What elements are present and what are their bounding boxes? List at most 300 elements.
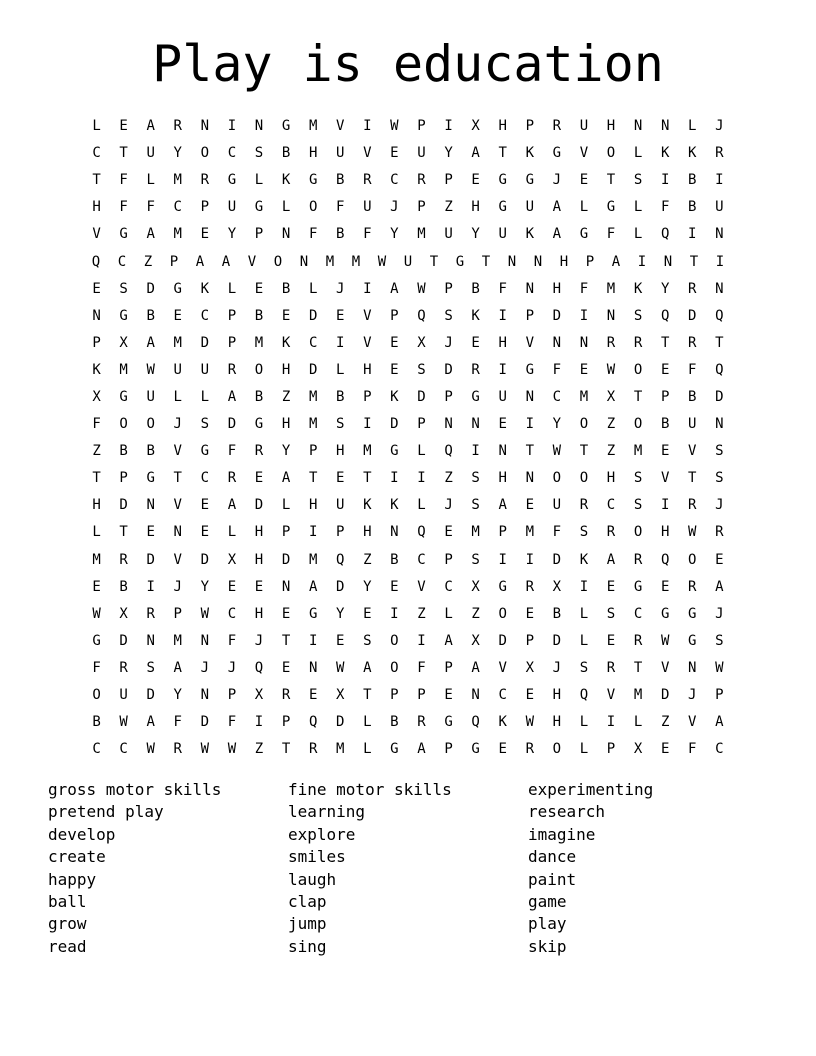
grid-letter: N xyxy=(390,524,399,541)
grid-letter: O xyxy=(119,416,128,433)
grid-letter: F xyxy=(336,199,345,216)
grid-letter: V xyxy=(173,551,182,568)
grid-letter: P xyxy=(525,307,534,324)
grid-letter: R xyxy=(633,551,643,568)
grid-letter: T xyxy=(119,145,128,162)
grid-letter: E xyxy=(92,280,101,297)
grid-letter: A xyxy=(221,253,231,270)
grid-letter: F xyxy=(688,361,697,378)
grid-row xyxy=(83,519,733,546)
grid-letter: M xyxy=(173,334,182,351)
grid-letter: A xyxy=(715,578,724,595)
grid-letter: I xyxy=(363,416,372,433)
grid-letter: E xyxy=(525,687,534,704)
grid-letter: I xyxy=(308,632,318,649)
grid-letter: S xyxy=(146,659,155,676)
grid-letter: K xyxy=(525,226,534,243)
grid-letter: Q xyxy=(660,226,670,243)
grid-letter: R xyxy=(633,334,643,351)
grid-letter: H xyxy=(363,361,372,378)
grid-letter: A xyxy=(195,253,205,270)
grid-letter: P xyxy=(227,687,237,704)
grid-letter: U xyxy=(688,416,697,433)
grid-letter: P xyxy=(119,470,128,487)
grid-letter: P xyxy=(417,118,426,135)
grid-letter: T xyxy=(119,524,128,541)
grid-letter: A xyxy=(227,497,237,514)
grid-letter: A xyxy=(146,714,155,731)
grid-letter: W xyxy=(552,443,562,460)
grid-letter: L xyxy=(92,118,101,135)
grid-letter: J xyxy=(715,118,724,135)
grid-letter: I xyxy=(417,632,426,649)
grid-letter: Q xyxy=(660,307,670,324)
grid-letter: A xyxy=(715,714,724,731)
grid-letter: F xyxy=(92,659,101,676)
grid-letter: B xyxy=(254,388,264,405)
grid-letter: M xyxy=(579,388,589,405)
grid-letter: Z xyxy=(363,551,372,568)
grid-letter: H xyxy=(552,714,562,731)
grid-letter: K xyxy=(471,307,480,324)
grid-letter: D xyxy=(336,578,345,595)
grid-letter: O xyxy=(390,659,399,676)
grid-letter: B xyxy=(146,443,155,460)
grid-letter: U xyxy=(498,388,507,405)
grid-letter: G xyxy=(471,741,480,758)
grid-letter: G xyxy=(455,253,465,270)
grid-letter: V xyxy=(363,307,372,324)
grid-letter: F xyxy=(173,714,182,731)
grid-letter: H xyxy=(498,470,507,487)
grid-row xyxy=(83,411,733,438)
grid-letter: Z xyxy=(417,605,426,622)
grid-letter: J xyxy=(200,659,210,676)
grid-letter: L xyxy=(579,199,589,216)
grid-letter: W xyxy=(525,714,534,731)
grid-letter: J xyxy=(173,578,182,595)
grid-letter: A xyxy=(611,253,621,270)
grid-letter: N xyxy=(173,524,182,541)
grid-letter: V xyxy=(247,253,257,270)
grid-letter: U xyxy=(227,199,237,216)
grid-letter: B xyxy=(688,388,697,405)
grid-letter: U xyxy=(336,497,345,514)
grid-letter: R xyxy=(715,524,724,541)
grid-letter: A xyxy=(146,334,155,351)
grid-row xyxy=(83,601,733,628)
grid-letter: A xyxy=(227,388,237,405)
grid-letter: D xyxy=(390,416,399,433)
grid-letter: F xyxy=(92,416,101,433)
grid-letter: N xyxy=(299,253,309,270)
grid-letter: C xyxy=(117,253,127,270)
grid-letter: C xyxy=(715,741,724,758)
grid-letter: T xyxy=(660,334,670,351)
word-item: ball xyxy=(48,892,87,912)
grid-row xyxy=(83,330,733,357)
grid-letter: T xyxy=(92,172,101,189)
grid-letter: D xyxy=(146,280,155,297)
grid-letter: E xyxy=(525,605,534,622)
grid-letter: P xyxy=(390,687,399,704)
grid-letter: I xyxy=(637,253,647,270)
grid-letter: T xyxy=(633,388,643,405)
grid-letter: L xyxy=(633,145,643,162)
grid-letter: D xyxy=(498,632,507,649)
grid-row xyxy=(83,655,733,682)
word-item: smiles xyxy=(288,847,346,867)
grid-letter: N xyxy=(660,118,670,135)
word-column xyxy=(48,779,288,958)
grid-letter: P xyxy=(606,741,616,758)
grid-letter: E xyxy=(92,578,101,595)
grid-letter: U xyxy=(417,145,426,162)
grid-letter: M xyxy=(308,416,318,433)
grid-letter: E xyxy=(579,172,589,189)
grid-letter: G xyxy=(688,632,697,649)
word-item: play xyxy=(528,914,567,934)
grid-letter: N xyxy=(525,280,534,297)
grid-letter: C xyxy=(444,578,453,595)
grid-letter: I xyxy=(688,226,697,243)
grid-letter: X xyxy=(227,551,237,568)
grid-letter: X xyxy=(606,388,616,405)
grid-letter: N xyxy=(663,253,673,270)
grid-letter: O xyxy=(688,551,697,568)
grid-letter: N xyxy=(146,497,155,514)
grid-row xyxy=(83,736,733,763)
grid-letter: N xyxy=(688,659,697,676)
grid-letter: R xyxy=(363,172,372,189)
grid-letter: X xyxy=(525,659,534,676)
grid-letter: B xyxy=(390,714,399,731)
grid-letter: D xyxy=(119,497,128,514)
grid-letter: Q xyxy=(444,443,453,460)
grid-letter: P xyxy=(660,388,670,405)
grid-letter: G xyxy=(660,605,670,622)
grid-letter: F xyxy=(688,741,697,758)
grid-letter: P xyxy=(417,199,426,216)
grid-letter: R xyxy=(417,714,426,731)
grid-letter: L xyxy=(633,714,643,731)
grid-letter: V xyxy=(363,334,372,351)
grid-letter: J xyxy=(715,605,724,622)
grid-letter: L xyxy=(633,199,643,216)
grid-letter: U xyxy=(146,388,155,405)
grid-letter: P xyxy=(169,253,179,270)
grid-letter: X xyxy=(552,578,562,595)
grid-letter: T xyxy=(308,470,318,487)
grid-letter: G xyxy=(390,443,399,460)
page-title: Play is education xyxy=(152,35,664,93)
grid-letter: N xyxy=(498,443,507,460)
grid-letter: G xyxy=(444,714,453,731)
grid-letter: K xyxy=(633,280,643,297)
grid-letter: C xyxy=(200,470,210,487)
grid-letter: R xyxy=(525,741,534,758)
grid-letter: P xyxy=(281,714,291,731)
grid-letter: P xyxy=(444,741,453,758)
grid-letter: Y xyxy=(200,578,210,595)
grid-letter: W xyxy=(119,714,128,731)
word-item: skip xyxy=(528,936,567,956)
grid-letter: L xyxy=(200,388,210,405)
grid-letter: J xyxy=(254,632,264,649)
grid-letter: E xyxy=(471,334,480,351)
grid-letter: S xyxy=(200,416,210,433)
grid-letter: E xyxy=(363,605,372,622)
grid-letter: R xyxy=(119,551,128,568)
grid-letter: A xyxy=(552,226,562,243)
grid-letter: O xyxy=(92,687,101,704)
grid-letter: L xyxy=(281,497,291,514)
grid-letter: Z xyxy=(444,470,453,487)
grid-letter: B xyxy=(688,172,697,189)
word-item: paint xyxy=(528,869,577,889)
grid-letter: L xyxy=(579,632,589,649)
grid-letter: D xyxy=(308,361,318,378)
grid-letter: M xyxy=(336,741,345,758)
grid-letter: K xyxy=(688,145,697,162)
grid-letter: Z xyxy=(471,605,480,622)
letter-grid xyxy=(83,113,733,763)
grid-letter: G xyxy=(200,443,210,460)
word-item: learning xyxy=(288,802,366,822)
grid-letter: L xyxy=(633,226,643,243)
grid-letter: D xyxy=(688,307,697,324)
grid-letter: S xyxy=(579,659,589,676)
grid-letter: C xyxy=(417,551,426,568)
grid-letter: Q xyxy=(579,687,589,704)
grid-row xyxy=(83,113,733,140)
grid-letter: C xyxy=(308,334,318,351)
grid-letter: G xyxy=(146,470,155,487)
grid-letter: A xyxy=(471,145,480,162)
grid-letter: I xyxy=(498,307,507,324)
grid-letter: G xyxy=(119,307,128,324)
grid-letter: D xyxy=(336,714,345,731)
grid-letter: A xyxy=(146,226,155,243)
grid-letter: I xyxy=(715,253,725,270)
grid-letter: S xyxy=(715,470,724,487)
grid-letter: N xyxy=(525,388,534,405)
grid-letter: R xyxy=(688,578,697,595)
grid-letter: N xyxy=(200,687,210,704)
grid-letter: L xyxy=(254,172,264,189)
grid-letter: H xyxy=(552,687,562,704)
grid-letter: X xyxy=(417,334,426,351)
grid-letter: L xyxy=(92,524,101,541)
grid-letter: R xyxy=(308,741,318,758)
grid-letter: V xyxy=(606,687,616,704)
grid-letter: I xyxy=(660,497,670,514)
grid-letter: W xyxy=(606,361,616,378)
grid-letter: H xyxy=(336,443,345,460)
grid-letter: E xyxy=(200,524,210,541)
grid-letter: I xyxy=(525,551,534,568)
grid-letter: T xyxy=(363,470,372,487)
grid-letter: S xyxy=(579,524,589,541)
grid-letter: E xyxy=(200,497,210,514)
grid-letter: W xyxy=(200,741,210,758)
grid-letter: F xyxy=(146,199,155,216)
grid-letter: O xyxy=(633,361,643,378)
grid-letter: V xyxy=(660,470,670,487)
grid-letter: I xyxy=(715,172,724,189)
grid-letter: H xyxy=(363,524,372,541)
grid-row xyxy=(83,628,733,655)
grid-letter: J xyxy=(552,172,562,189)
grid-row xyxy=(83,167,733,194)
grid-letter: V xyxy=(173,443,182,460)
grid-letter: N xyxy=(200,632,210,649)
grid-letter: U xyxy=(579,118,589,135)
grid-row xyxy=(83,357,733,384)
grid-letter: M xyxy=(173,632,182,649)
grid-letter: E xyxy=(173,307,182,324)
grid-letter: P xyxy=(525,118,534,135)
grid-letter: D xyxy=(200,714,210,731)
grid-letter: R xyxy=(281,687,291,704)
grid-letter: G xyxy=(498,172,507,189)
grid-letter: K xyxy=(200,280,210,297)
grid-letter: T xyxy=(633,659,643,676)
grid-letter: W xyxy=(688,524,697,541)
grid-letter: P xyxy=(200,199,210,216)
grid-letter: V xyxy=(660,659,670,676)
grid-letter: O xyxy=(633,416,643,433)
grid-letter: U xyxy=(119,687,128,704)
grid-letter: P xyxy=(227,334,237,351)
grid-letter: G xyxy=(173,280,182,297)
grid-letter: E xyxy=(254,578,264,595)
grid-letter: I xyxy=(336,334,345,351)
grid-letter: N xyxy=(579,334,589,351)
grid-letter: D xyxy=(200,334,210,351)
grid-letter: L xyxy=(444,605,453,622)
grid-letter: O xyxy=(146,416,155,433)
grid-letter: S xyxy=(444,307,453,324)
grid-letter: I xyxy=(254,714,264,731)
grid-letter: Z xyxy=(606,416,616,433)
grid-letter: G xyxy=(471,388,480,405)
grid-letter: A xyxy=(146,118,155,135)
grid-letter: J xyxy=(552,659,562,676)
grid-letter: E xyxy=(200,226,210,243)
grid-letter: R xyxy=(606,334,616,351)
grid-letter: H xyxy=(281,361,291,378)
grid-letter: S xyxy=(363,632,372,649)
grid-letter: D xyxy=(417,388,426,405)
grid-letter: E xyxy=(660,443,670,460)
grid-letter: R xyxy=(688,280,697,297)
grid-letter: C xyxy=(498,687,507,704)
grid-letter: I xyxy=(498,361,507,378)
grid-letter: K xyxy=(92,361,101,378)
grid-letter: F xyxy=(579,280,589,297)
grid-letter: W xyxy=(377,253,387,270)
grid-letter: Z xyxy=(606,443,616,460)
grid-letter: P xyxy=(254,226,264,243)
grid-letter: D xyxy=(552,307,562,324)
grid-letter: R xyxy=(146,605,155,622)
grid-letter: O xyxy=(552,741,562,758)
grid-letter: L xyxy=(579,605,589,622)
grid-letter: H xyxy=(92,497,101,514)
grid-row xyxy=(83,221,733,248)
grid-letter: E xyxy=(660,578,670,595)
grid-letter: C xyxy=(92,741,101,758)
grid-letter: B xyxy=(281,280,291,297)
grid-letter: C xyxy=(606,497,616,514)
grid-letter: E xyxy=(390,361,399,378)
grid-letter: A xyxy=(471,659,480,676)
word-item: game xyxy=(528,892,567,912)
grid-letter: P xyxy=(444,172,453,189)
word-list xyxy=(48,779,768,958)
grid-letter: F xyxy=(227,632,237,649)
grid-letter: V xyxy=(363,145,372,162)
word-item: experimenting xyxy=(528,780,654,799)
grid-letter: L xyxy=(281,199,291,216)
grid-letter: T xyxy=(715,334,724,351)
grid-letter: G xyxy=(498,578,507,595)
grid-letter: G xyxy=(254,199,264,216)
grid-letter: E xyxy=(281,307,291,324)
grid-letter: X xyxy=(471,578,480,595)
grid-letter: F xyxy=(363,226,372,243)
grid-letter: U xyxy=(200,361,210,378)
grid-letter: G xyxy=(119,388,128,405)
grid-letter: U xyxy=(173,361,182,378)
grid-letter: E xyxy=(606,632,616,649)
grid-letter: T xyxy=(281,741,291,758)
grid-letter: H xyxy=(281,416,291,433)
grid-letter: F xyxy=(308,226,318,243)
grid-letter: F xyxy=(227,714,237,731)
grid-letter: F xyxy=(119,172,128,189)
grid-letter: P xyxy=(92,334,101,351)
grid-row xyxy=(83,248,733,275)
grid-letter: B xyxy=(336,172,345,189)
grid-letter: S xyxy=(336,416,345,433)
grid-letter: P xyxy=(525,632,534,649)
grid-letter: B xyxy=(146,307,155,324)
grid-letter: Q xyxy=(417,524,426,541)
grid-letter: P xyxy=(444,659,453,676)
grid-letter: N xyxy=(308,659,318,676)
grid-letter: I xyxy=(417,470,426,487)
grid-letter: Y xyxy=(173,145,182,162)
grid-row xyxy=(83,438,733,465)
grid-letter: K xyxy=(660,145,670,162)
grid-letter: O xyxy=(254,361,264,378)
grid-letter: R xyxy=(552,118,562,135)
grid-letter: X xyxy=(119,605,128,622)
grid-letter: G xyxy=(308,605,318,622)
word-item: develop xyxy=(48,824,116,844)
grid-letter: G xyxy=(390,741,399,758)
word-item: create xyxy=(48,847,106,867)
grid-letter: F xyxy=(227,443,237,460)
grid-letter: E xyxy=(579,361,589,378)
grid-letter: K xyxy=(579,551,589,568)
grid-letter: E xyxy=(254,280,264,297)
grid-letter: J xyxy=(173,416,182,433)
grid-letter: G xyxy=(525,361,534,378)
grid-row xyxy=(83,492,733,519)
